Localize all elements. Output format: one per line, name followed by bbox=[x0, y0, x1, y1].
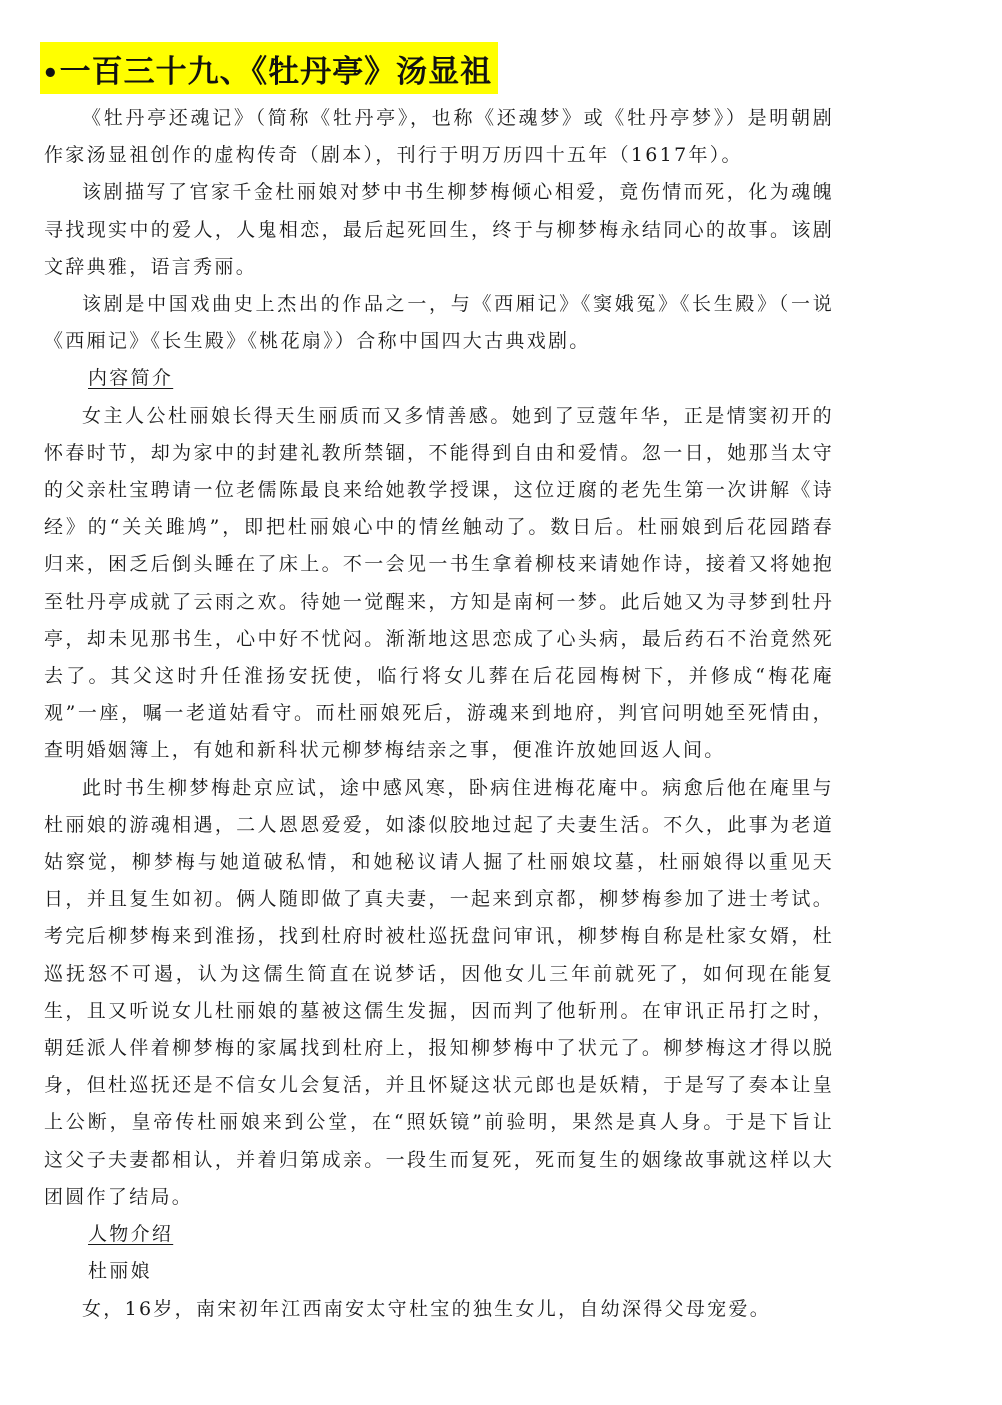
content-paragraph: 此时书生柳梦梅赴京应试，途中感风寒，卧病住进梅花庵中。病愈后他在庵里与杜丽娘的游魂相遇，二人恩恩爱爱，如漆似胶地过起了夫妻生活。不久，此事为老道姑察觉，柳梦梅与她道破私情，和她秘议请人掘了杜丽娘坟墓，杜丽娘得以重见天日，并且复生如初。俩人随即做了真夫妻，一起来到京都，柳梦梅参加了进士考试。考完后柳梦梅来到淮扬，找到杜府时被杜巡抚盘问审讯，柳梦梅自称是杜家女婿，杜巡抚怒不可遏，认为这儒生简直在说梦话，因他女儿三年前就死了，如何现在能复生，且又听说女儿杜丽娘的墓被这儒生发掘，因而判了他斩刑。在审讯正吊打之时，朝廷派人伴着柳梦梅的家属找到杜府上，报知柳梦梅中了状元了。柳梦梅这才得以脱身，但杜巡抚还是不信女儿会复活，并且怀疑这状元郎也是妖精，于是写了奏本让皇上公断，皇帝传杜丽娘来到公堂，在“照妖镜”前验明，果然是真人身。于是下旨让这父子夫妻都相认，并着归第成亲。一段生而复死，死而复生的姻缘故事就这样以大团圆作了结局。 bbox=[44, 776, 834, 1208]
section-heading-characters bbox=[44, 1216, 834, 1253]
section-heading-content bbox=[44, 360, 834, 397]
intro-paragraph: 该剧是中国戏曲史上杰出的作品之一，与《西厢记》《窦娥冤》《长生殿》（一说《西厢记》《长生殿》《桃花扇》）合称中国四大古典戏剧。 bbox=[44, 293, 834, 353]
page-title-text: 一百三十九、《牡丹亭》汤显祖 bbox=[59, 53, 493, 90]
intro-paragraph: 《牡丹亭还魂记》（简称《牡丹亭》，也称《还魂梦》或《牡丹亭梦》）是明朝剧作家汤显祖创作的虚构传奇（剧本），刊行于明万历四十五年（1617年）。 bbox=[44, 107, 834, 167]
section-heading-content-text: 内容简介 bbox=[88, 367, 174, 390]
intro-paragraph: 该剧描写了官家千金杜丽娘对梦中书生柳梦梅倾心相爱，竟伤情而死，化为魂魄寻找现实中的爱人，人鬼相恋，最后起死回生，终于与柳梦梅永结同心的故事。该剧文辞典雅，语言秀丽。 bbox=[44, 181, 834, 278]
page-title bbox=[42, 46, 492, 91]
content-paragraph: 女主人公杜丽娘长得天生丽质而又多情善感。她到了豆蔻年华，正是情窦初开的怀春时节，却为家中的封建礼教所禁锢，不能得到自由和爱情。忽一日，她那当太守的父亲杜宝聘请一位老儒陈最良来给她教学授课，这位迂腐的老先生第一次讲解《诗经》的“关关雎鸠”，即把杜丽娘心中的情丝触动了。数日后。杜丽娘到后花园踏春归来，困乏后倒头睡在了床上。不一会见一书生拿着柳枝来请她作诗，接着又将她抱至牡丹亭成就了云雨之欢。待她一觉醒来，方知是南柯一梦。此后她又为寻梦到牡丹亭，却未见那书生，心中好不忧闷。渐渐地这思恋成了心头病，最后药石不治竟然死去了。其父这时升任淮扬安抚使，临行将女儿葬在后花园梅树下，并修成“梅花庵观”一座，嘱一老道姑看守。而杜丽娘死后，游魂来到地府，判官问明她至死情由，查明婚姻簿上，有她和新科状元柳梦梅结亲之事，便准许放她回返人间。 bbox=[44, 404, 834, 762]
document-body bbox=[44, 100, 834, 1328]
section-heading-characters-text: 人物介绍 bbox=[88, 1223, 174, 1246]
character-name: 杜丽娘 bbox=[88, 1260, 152, 1283]
character-description: 女，16岁，南宋初年江西南安太守杜宝的独生女儿，自幼深得父母宠爱。 bbox=[82, 1297, 772, 1320]
title-highlight bbox=[40, 42, 498, 94]
bullet-icon: • bbox=[42, 58, 60, 89]
